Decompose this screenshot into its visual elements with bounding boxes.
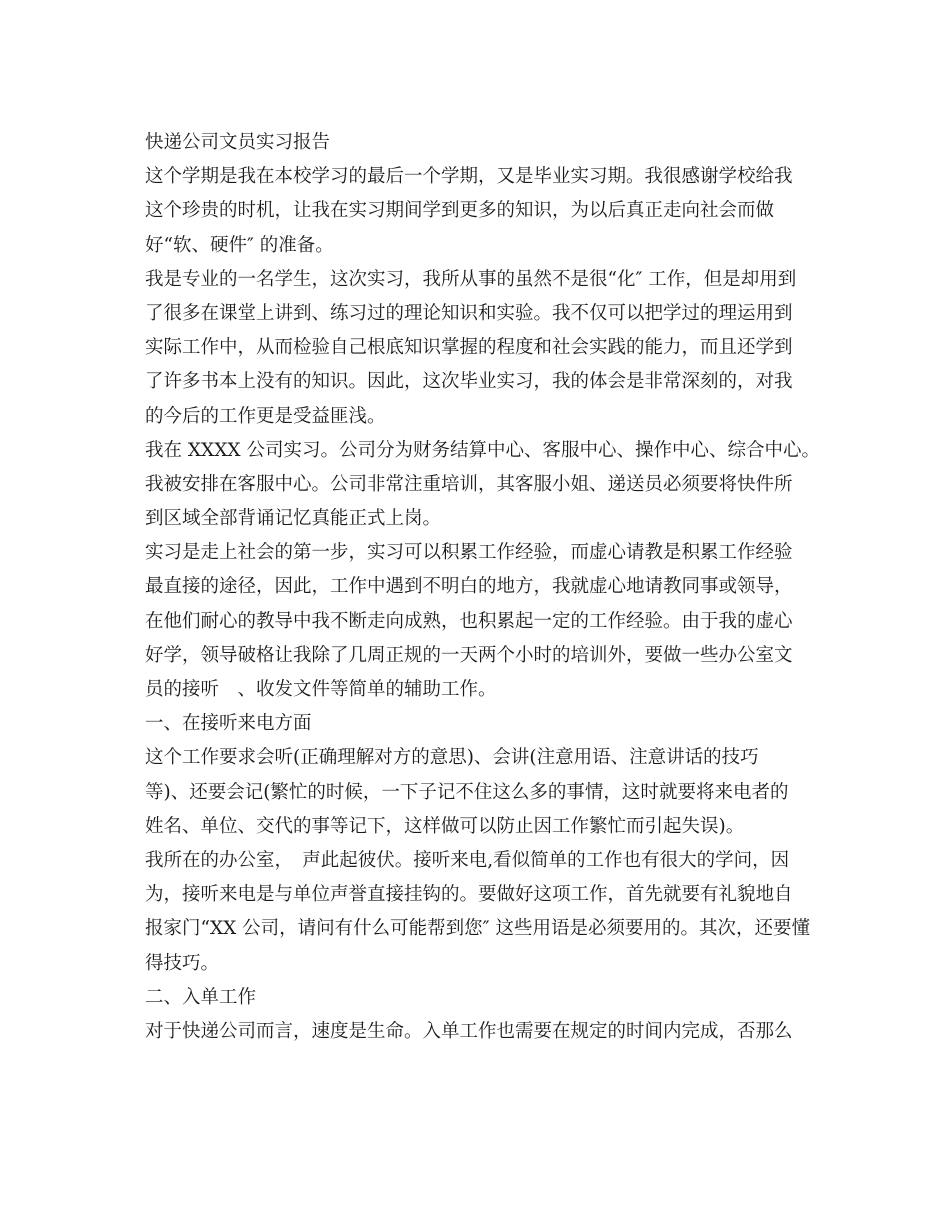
document-body — [145, 126, 820, 1049]
section-heading: 一、在接听来电方面 — [145, 713, 312, 735]
paragraph-line: 姓名、单位、交代的事等记下，这样做可以防止因工作繁忙而引起失误)。 — [145, 815, 745, 837]
paragraph-line: 了很多在课堂上讲到、练习过的理论知识和实验。我不仅可以把学过的理运用到 — [145, 302, 793, 324]
paragraph-line: 为，接听来电是与单位声誉直接挂钩的。要做好这项工作，首先就要有礼貌地自 — [145, 884, 793, 906]
paragraph-line: 的今后的工作更是受益匪浅。 — [145, 405, 386, 427]
document-title: 快递公司文员实习报告 — [145, 132, 331, 153]
paragraph-line: 这个学期是我在本校学习的最后一个学期，又是毕业实习期。我很感谢学校给我 — [145, 166, 793, 188]
paragraph-line: 员的接听 、收发文件等简单的辅助工作。 — [145, 679, 497, 700]
paragraph-line: 好“软、硬件″ 的准备。 — [145, 234, 334, 256]
paragraph-line: 最直接的途径，因此，工作中遇到不明白的地方，我就虚心地请教同事或领导， — [145, 576, 793, 598]
paragraph-line: 我所在的办公室， 声此起彼伏。接听来电,看似简单的工作也有很大的学问，因 — [145, 849, 790, 871]
paragraph-line: 这个工作要求会听(正确理解对方的意思)、会讲(注意用语、注意讲话的技巧 — [145, 747, 759, 769]
paragraph-line: 我在 XXXX 公司实习。公司分为财务结算中心、客服中心、操作中心、综合中心。 — [145, 439, 820, 461]
paragraph-line: 对于快递公司而言，速度是生命。入单工作也需要在规定的时间内完成，否那么 — [145, 1020, 793, 1042]
paragraph-line: 到区域全部背诵记忆真能正式上岗。 — [145, 508, 442, 530]
section-heading: 二、入单工作 — [145, 986, 257, 1008]
paragraph-line: 得技巧。 — [145, 952, 220, 974]
paragraph-line: 这个珍贵的时机，让我在实习期间学到更多的知识，为以后真正走向社会而做 — [145, 200, 775, 222]
paragraph-line: 实际工作中，从而检验自己根底知识掌握的程度和社会实践的能力，而且还学到 — [145, 337, 793, 359]
paragraph-line: 了许多书本上没有的知识。因此，这次毕业实习，我的体会是非常深刻的，对我 — [145, 371, 793, 393]
paragraph-line: 在他们耐心的教导中我不断走向成熟，也积累起一定的工作经验。由于我的虚心 — [145, 610, 793, 632]
paragraph-line: 实习是走上社会的第一步，实习可以积累工作经验，而虚心请教是积累工作经验 — [145, 542, 793, 564]
paragraph-line: 报家门“XX 公司，请问有什么可能帮到您″ 这些用语是必须要用的。其次，还要懂 — [145, 918, 810, 940]
paragraph-line: 我被安排在客服中心。公司非常注重培训，其客服小姐、递送员必须要将快件所 — [145, 473, 793, 495]
paragraph-line: 好学，领导破格让我除了几周正规的一天两个小时的培训外，要做一些办公室文 — [145, 644, 793, 666]
paragraph-line: 等)、还要会记(繁忙的时候，一下子记不住这么多的事情，这时就要将来电者的 — [145, 781, 789, 803]
paragraph-line: 我是专业的一名学生，这次实习，我所从事的虽然不是很“化″ 工作，但是却用到 — [145, 268, 797, 290]
